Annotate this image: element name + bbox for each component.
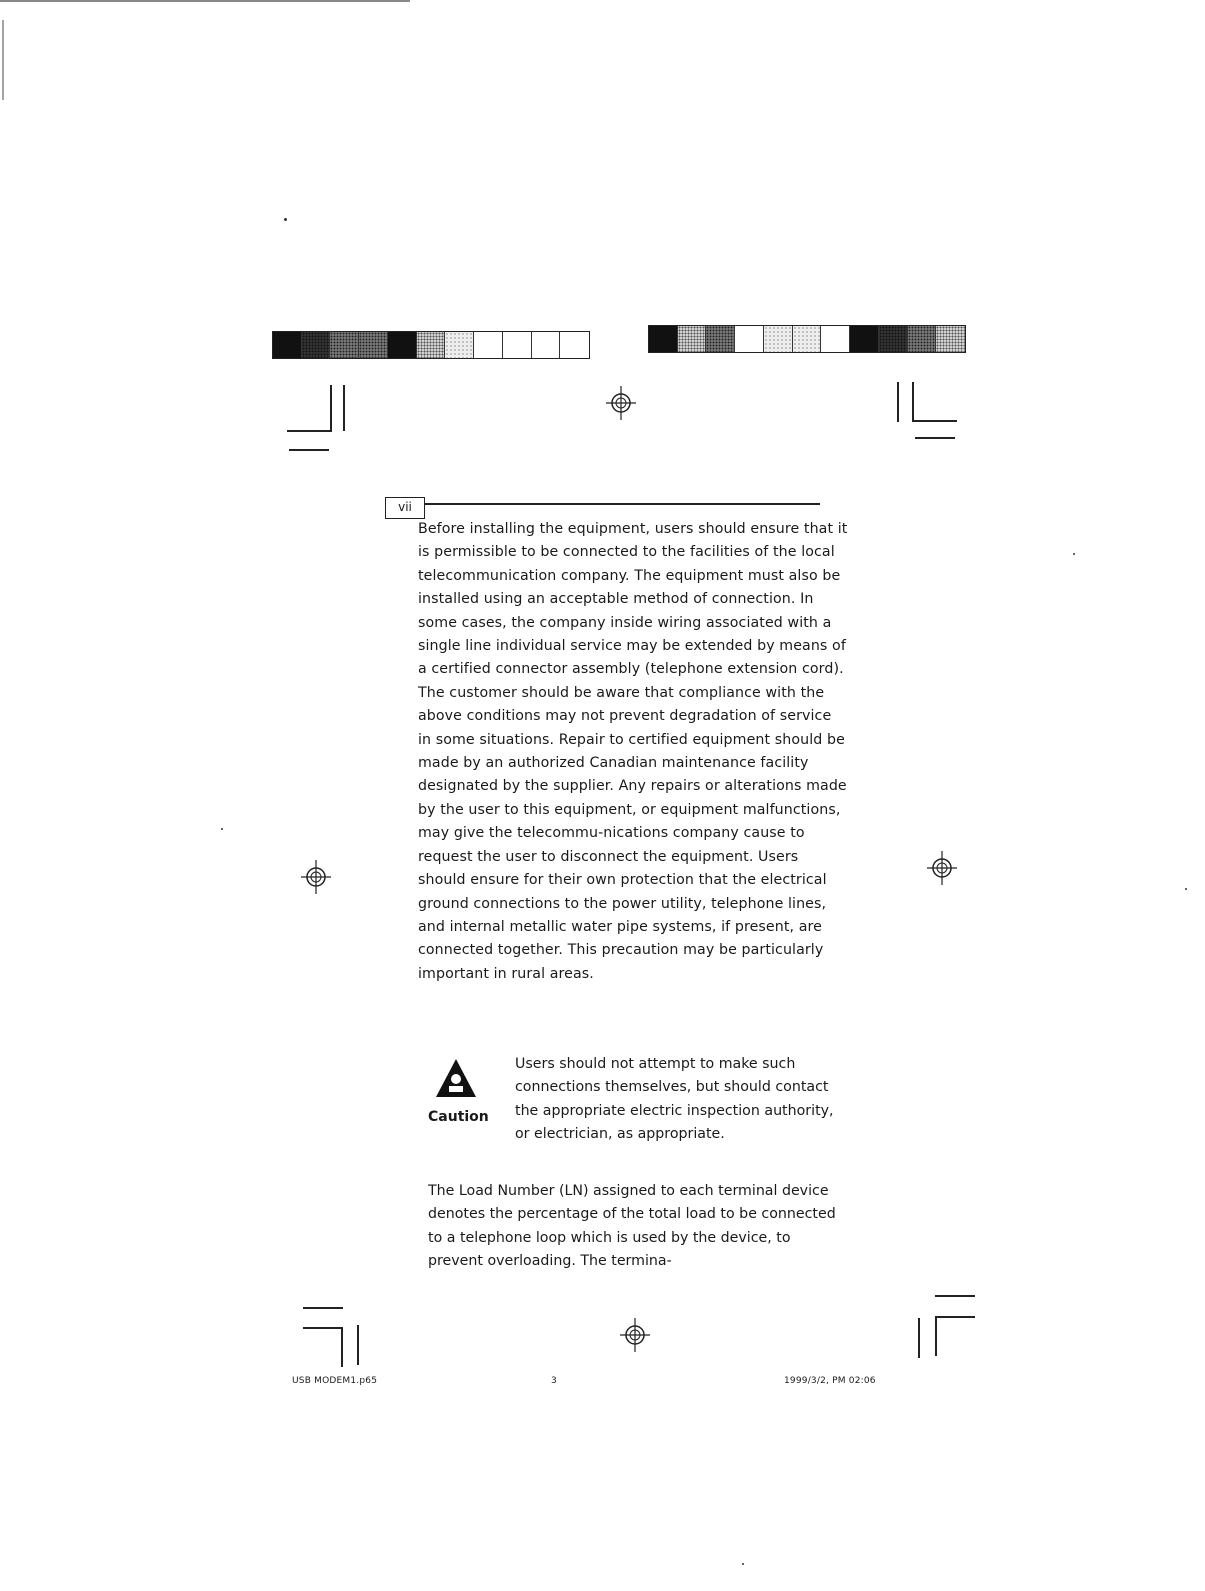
registration-mark-icon: [620, 1318, 650, 1352]
header-rule: [425, 503, 820, 505]
color-bar-left: [272, 331, 590, 359]
caution-label: Caution: [428, 1109, 489, 1125]
caution-text: Users should not attempt to make such connections themselves, but should contact the appropriate electric inspection authority, or electrician, as appropriate.: [515, 1056, 834, 1143]
crop-mark: [912, 382, 914, 422]
color-swatch: [503, 332, 532, 358]
footer-timestamp: 1999/3/2, PM 02:06: [784, 1376, 876, 1386]
scan-speck: [1073, 553, 1075, 555]
registration-mark-icon: [927, 851, 957, 885]
crop-mark: [912, 420, 957, 422]
color-swatch: [850, 326, 879, 352]
registration-mark-icon: [606, 386, 636, 420]
crop-mark: [341, 1327, 343, 1367]
warning-triangle-icon: [435, 1058, 477, 1098]
caution-block: [425, 1053, 855, 1173]
color-swatch: [706, 326, 735, 352]
crop-mark: [330, 385, 332, 431]
crop-mark: [303, 1327, 343, 1329]
color-swatch: [735, 326, 764, 352]
color-swatch: [417, 332, 446, 358]
color-swatch: [764, 326, 793, 352]
color-swatch: [936, 326, 965, 352]
crop-mark: [287, 430, 332, 432]
body-paragraph-2: The Load Number (LN) assigned to each terminal device denotes the percentage of the total load to be connected to a telephone loop which is used by the device, to prevent overloading. The termina-: [428, 1183, 836, 1270]
color-swatch: [388, 332, 417, 358]
scan-speck: [742, 1563, 744, 1565]
footer-file-name: USB MODEM1.p65: [292, 1376, 378, 1386]
crop-mark: [935, 1295, 975, 1297]
body-paragraph-1: Before installing the equipment, users should ensure that it is permissible to be connected to the facilities of the local telecommunication company. The equipment must also be installed using an acceptable method of connection. In some cases, the company inside wiring associated with a single line individual service may be extended by means of a certified connector assembly (telephone extension cord). The customer should be aware that compliance with the above conditions may not prevent degradation of service in some situations. Repair to certified equipment should be made by an authorized Canadian maintenance facility designated by the supplier. Any repairs or alterations made by the user to this equipment, or equipment malfunctions, may give the telecommu-nications company cause to request the user to disconnect the equipment. Users should ensure for their own protection that the electrical ground connections to the power utility, telephone lines, and internal metallic water pipe systems, if present, are connected together. This precaution may be particularly important in rural areas.: [418, 521, 848, 982]
crop-mark: [915, 437, 955, 439]
color-swatch: [474, 332, 503, 358]
color-swatch: [302, 332, 331, 358]
crop-mark: [357, 1325, 359, 1365]
crop-mark: [303, 1307, 343, 1309]
crop-mark: [935, 1316, 937, 1356]
scan-speck: [284, 218, 287, 221]
crop-mark: [289, 449, 329, 451]
crop-mark: [935, 1316, 975, 1318]
color-swatch: [273, 332, 302, 358]
color-swatch: [678, 326, 707, 352]
color-bar-right: [648, 325, 966, 353]
color-swatch: [359, 332, 388, 358]
crop-mark: [897, 382, 899, 422]
registration-mark-icon: [301, 860, 331, 894]
footer-sheet-number: 3: [551, 1376, 557, 1386]
color-swatch: [649, 326, 678, 352]
scan-speck: [221, 828, 223, 830]
color-swatch: [879, 326, 908, 352]
color-swatch: [532, 332, 561, 358]
color-swatch: [908, 326, 937, 352]
crop-mark: [343, 385, 345, 431]
scan-edge-mark: [2, 20, 4, 100]
color-swatch: [793, 326, 822, 352]
crop-mark: [918, 1318, 920, 1358]
color-swatch: [560, 332, 589, 358]
color-swatch: [445, 332, 474, 358]
color-swatch: [821, 326, 850, 352]
scan-streak: [0, 0, 410, 2]
color-swatch: [330, 332, 359, 358]
page-number-tab: vii: [385, 497, 425, 519]
scan-speck: [1185, 888, 1187, 890]
